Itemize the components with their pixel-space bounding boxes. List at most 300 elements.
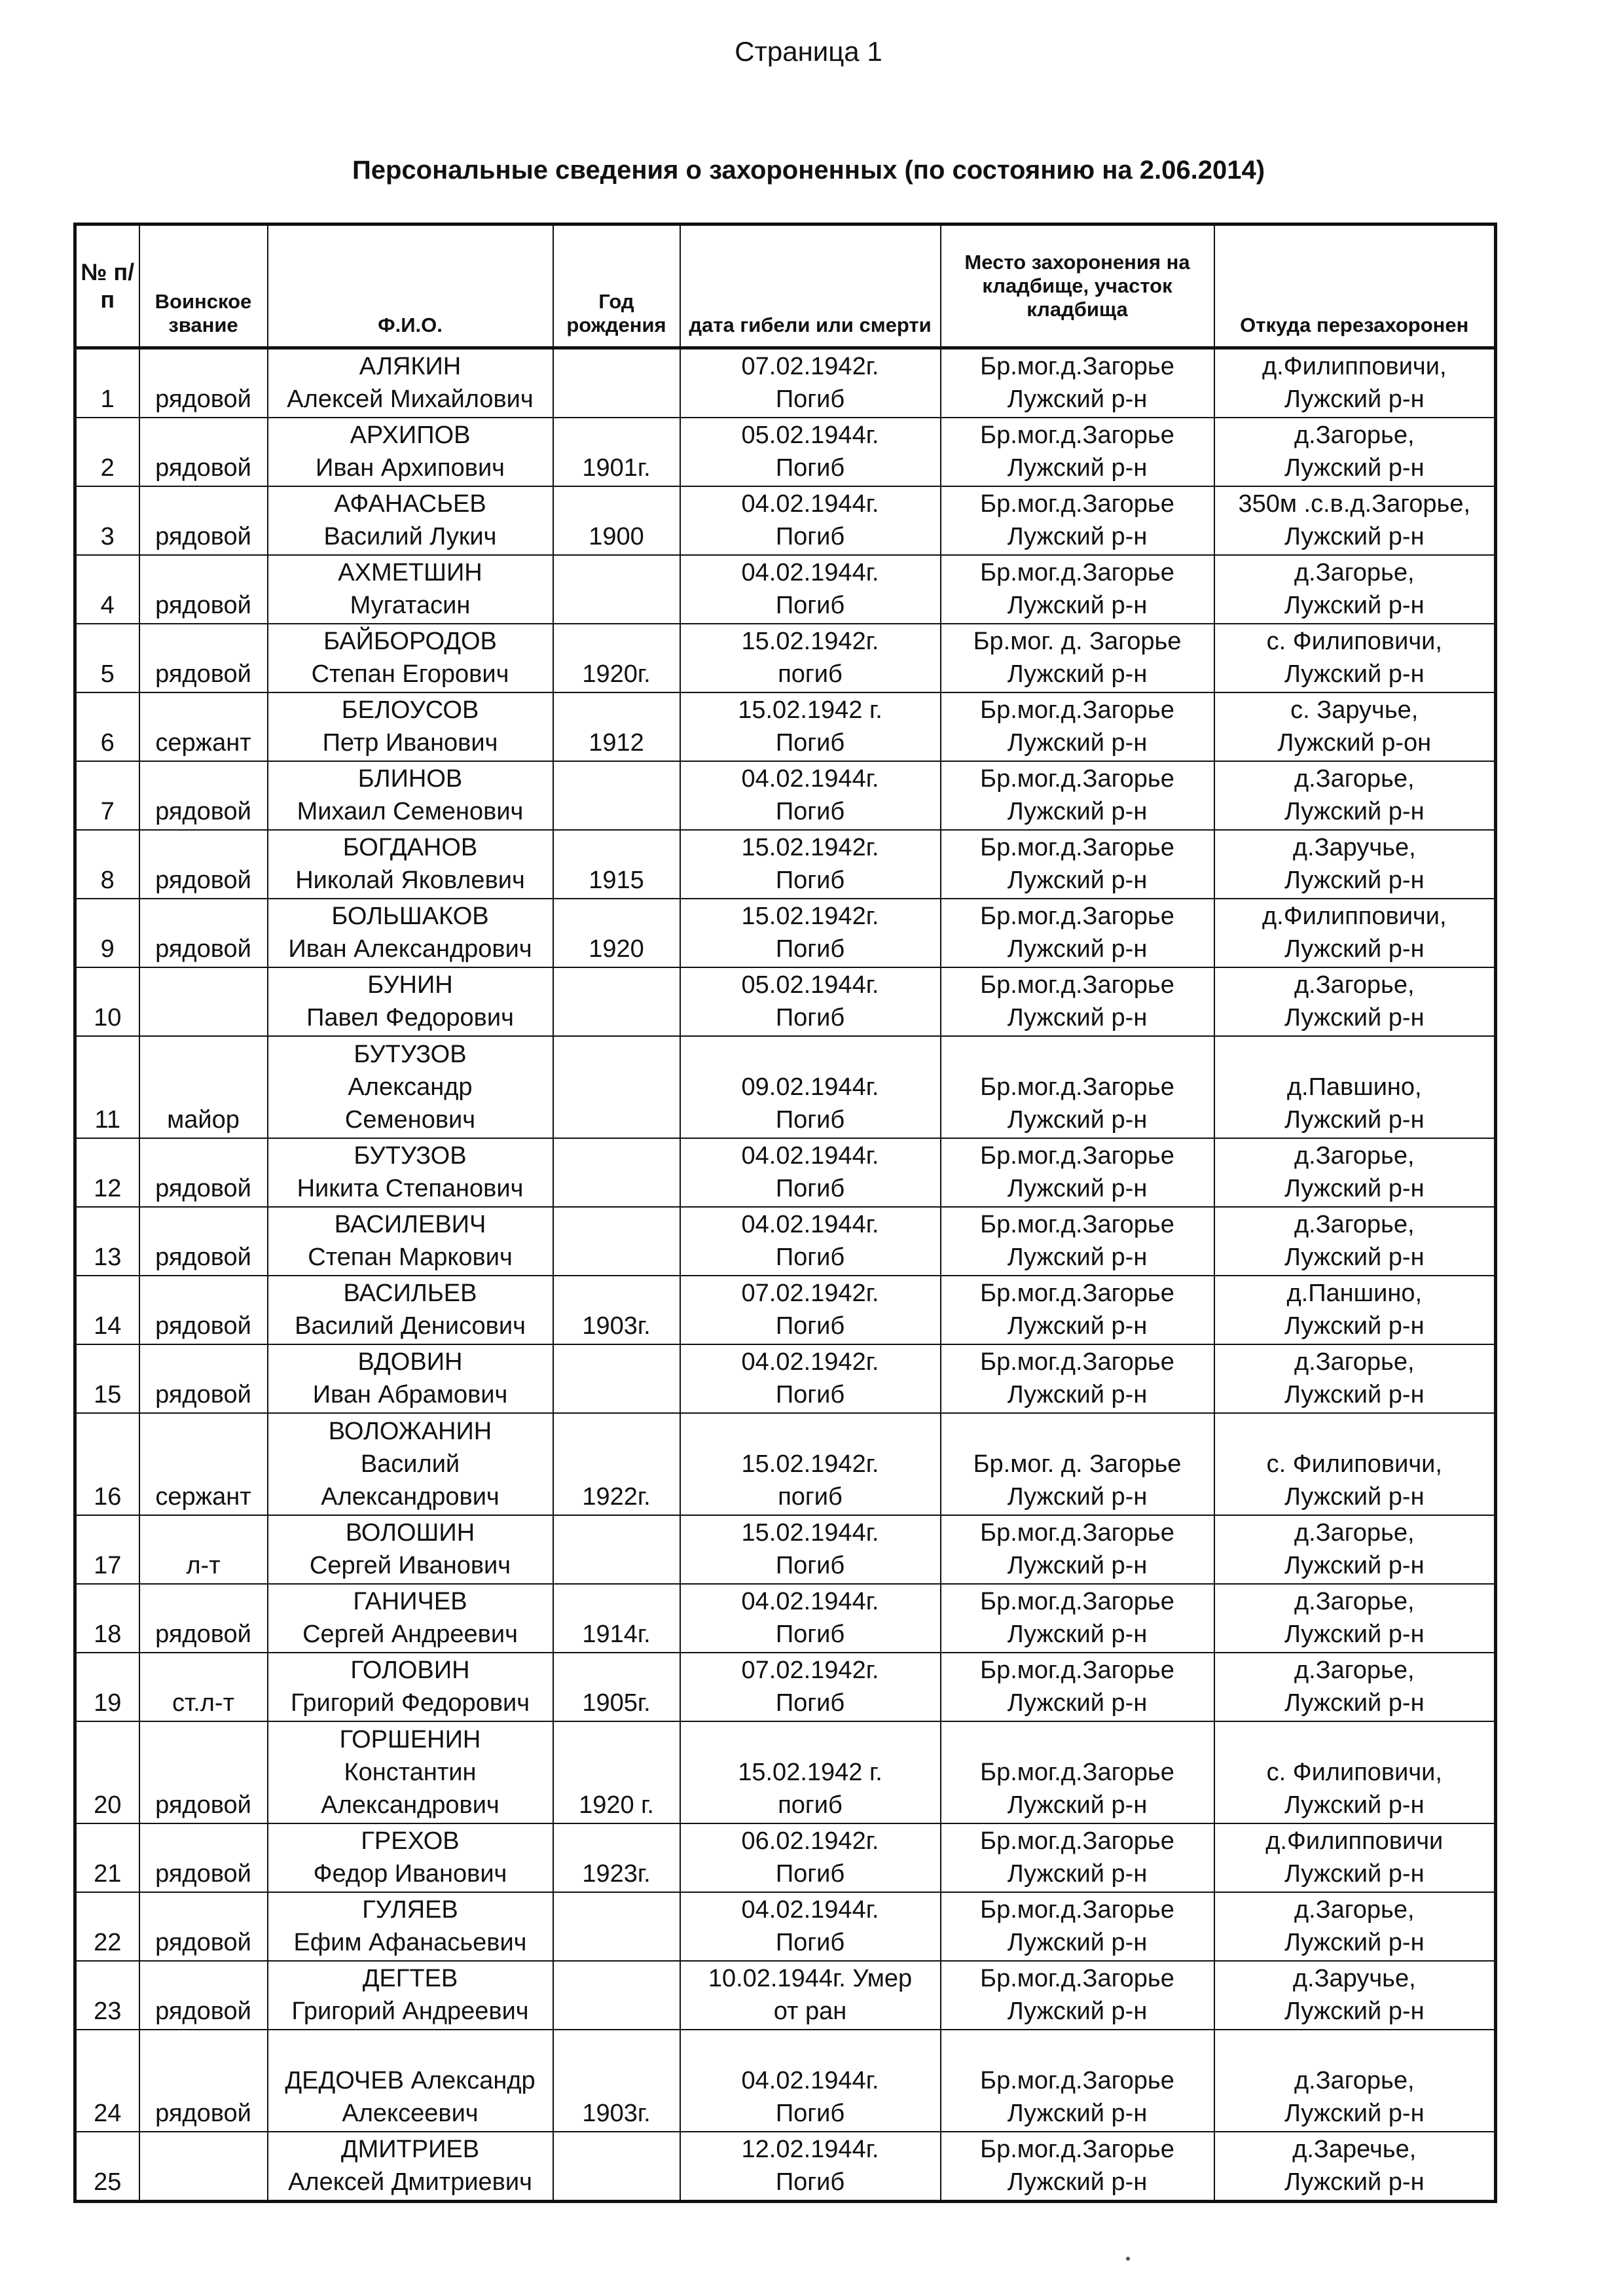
- cell-name-line: БУТУЗОВ: [354, 1142, 467, 1170]
- cell-death-date-line: 12.02.1944г.: [741, 2136, 879, 2163]
- cell-rank: рядовой: [139, 624, 268, 692]
- cell-origin-line: д.Загорье,: [1294, 2067, 1415, 2094]
- cell-origin: [1214, 2030, 1496, 2132]
- cell-death-date: [680, 1653, 941, 1721]
- cell-burial-place-line: Лужский р-н: [1007, 1312, 1148, 1340]
- cell-death-date-line: Погиб: [775, 1244, 845, 1271]
- cell-origin-line: д.Загорье,: [1294, 1657, 1415, 1684]
- cell-burial-place: [941, 1892, 1214, 1961]
- cell-rank: рядовой: [139, 1823, 268, 1892]
- cell-burial-place: [941, 348, 1214, 418]
- cell-death-date-line: 04.02.1944г.: [741, 1896, 879, 1924]
- cell-rank: ст.л-т: [139, 1653, 268, 1721]
- cell-name-line: ВАСИЛЕВИЧ: [334, 1211, 486, 1238]
- cell-burial-place-line: Бр.мог.д.Загорье: [980, 1759, 1174, 1786]
- cell-death-date-line: погиб: [778, 1791, 843, 1819]
- header-row: [75, 224, 1496, 348]
- table-row: [75, 1138, 1496, 1207]
- cell-origin: [1214, 1207, 1496, 1276]
- cell-rank: рядовой: [139, 486, 268, 555]
- cell-num: 12: [75, 1138, 139, 1207]
- cell-num: 13: [75, 1207, 139, 1276]
- cell-death-date-line: Погиб: [775, 2100, 845, 2127]
- cell-origin: [1214, 1653, 1496, 1721]
- cell-rank: сержант: [139, 692, 268, 761]
- cell-death-date-line: Погиб: [775, 1621, 845, 1648]
- cell-burial-place-line: Бр.мог.д.Загорье: [980, 2067, 1174, 2094]
- cell-name-line: ДЕГТЕВ: [362, 1965, 458, 1992]
- cell-origin-line: д.Загорье,: [1294, 559, 1415, 586]
- cell-death-date: [680, 1823, 941, 1892]
- cell-burial-place-line: Лужский р-н: [1007, 523, 1148, 550]
- cell-burial-place-line: Лужский р-н: [1007, 1244, 1148, 1271]
- cell-origin: [1214, 1276, 1496, 1344]
- cell-name: [268, 1892, 553, 1961]
- cell-origin-line: Лужский р-н: [1284, 1791, 1425, 1819]
- cell-death-date-line: Погиб: [775, 592, 845, 619]
- header-rank: Воинское звание: [139, 224, 268, 348]
- cell-death-date-line: Погиб: [775, 1106, 845, 1134]
- cell-burial-place: [941, 418, 1214, 486]
- cell-death-date: [680, 2030, 941, 2132]
- cell-origin-line: Лужский р-н: [1284, 2168, 1425, 2196]
- cell-origin-line: Лужский р-н: [1284, 386, 1425, 413]
- cell-name-line: Никита Степанович: [297, 1175, 524, 1202]
- cell-rank: рядовой: [139, 1138, 268, 1207]
- cell-burial-place-line: Бр.мог.д.Загорье: [980, 1073, 1174, 1101]
- cell-origin-line: с. Филиповичи,: [1266, 1450, 1442, 1478]
- table-row: [75, 1961, 1496, 2030]
- cell-death-date: [680, 486, 941, 555]
- cell-origin-line: д.Загорье,: [1294, 1142, 1415, 1170]
- cell-name-line: Александрович: [321, 1483, 500, 1511]
- cell-num: 24: [75, 2030, 139, 2132]
- cell-name-line: Григорий Андреевич: [291, 1998, 529, 2025]
- cell-birth-year: [553, 1892, 680, 1961]
- cell-birth-year: 1920: [553, 899, 680, 967]
- cell-name-line: БЛИНОВ: [357, 765, 463, 793]
- cell-burial-place-line: Лужский р-н: [1007, 729, 1148, 757]
- cell-death-date-line: Погиб: [775, 729, 845, 757]
- cell-birth-year: 1923г.: [553, 1823, 680, 1892]
- cell-origin-line: д.Заручье,: [1292, 834, 1416, 861]
- cell-rank: сержант: [139, 1413, 268, 1515]
- cell-burial-place-line: Лужский р-н: [1007, 798, 1148, 825]
- cell-origin-line: Лужский р-н: [1284, 867, 1425, 894]
- cell-death-date-line: Погиб: [775, 798, 845, 825]
- cell-burial-place-line: Бр.мог.д.Загорье: [980, 559, 1174, 586]
- cell-origin-line: Лужский р-н: [1284, 1552, 1425, 1579]
- cell-death-date-line: Погиб: [775, 386, 845, 413]
- cell-num: 14: [75, 1276, 139, 1344]
- cell-burial-place-line: Лужский р-н: [1007, 454, 1148, 482]
- cell-name: [268, 830, 553, 899]
- cell-origin-line: д.Загорье,: [1294, 422, 1415, 449]
- cell-origin-line: д.Загорье,: [1294, 765, 1415, 793]
- cell-name-line: Иван Абрамович: [312, 1381, 508, 1408]
- cell-origin: [1214, 830, 1496, 899]
- cell-name-line: Иван Александрович: [288, 935, 532, 963]
- cell-name: [268, 1653, 553, 1721]
- cell-name-line: Иван Архипович: [316, 454, 505, 482]
- cell-origin-line: Лужский р-н: [1284, 1381, 1425, 1408]
- cell-origin: [1214, 761, 1496, 830]
- cell-burial-place-line: Лужский р-н: [1007, 1106, 1148, 1134]
- cell-death-date: [680, 1276, 941, 1344]
- cell-name: [268, 1721, 553, 1823]
- cell-birth-year: 1903г.: [553, 2030, 680, 2132]
- cell-burial-place: [941, 830, 1214, 899]
- cell-name-line: ГОРШЕНИН: [339, 1726, 481, 1753]
- cell-rank: рядовой: [139, 830, 268, 899]
- cell-name-line: Мугатасин: [350, 592, 471, 619]
- cell-death-date: [680, 1207, 941, 1276]
- cell-origin: [1214, 624, 1496, 692]
- cell-origin: [1214, 2132, 1496, 2202]
- cell-name: [268, 1515, 553, 1584]
- cell-num: 5: [75, 624, 139, 692]
- cell-death-date-line: Погиб: [775, 1381, 845, 1408]
- cell-origin-line: Лужский р-н: [1284, 1621, 1425, 1648]
- cell-death-date-line: 04.02.1944г.: [741, 1588, 879, 1615]
- header-birth-year: Год рождения: [553, 224, 680, 348]
- cell-origin-line: д.Заручье,: [1292, 1965, 1416, 1992]
- cell-num: 17: [75, 1515, 139, 1584]
- cell-burial-place-line: Бр.мог. д. Загорье: [973, 1450, 1182, 1478]
- cell-rank: л-т: [139, 1515, 268, 1584]
- cell-name: [268, 1961, 553, 2030]
- cell-origin-line: Лужский р-н: [1284, 1998, 1425, 2025]
- table-row: [75, 692, 1496, 761]
- cell-origin-line: Лужский р-н: [1284, 935, 1425, 963]
- cell-name-line: БУНИН: [367, 971, 453, 999]
- cell-burial-place-line: Лужский р-н: [1007, 935, 1148, 963]
- cell-name-line: Петр Иванович: [322, 729, 498, 757]
- cell-num: 8: [75, 830, 139, 899]
- cell-rank: рядовой: [139, 1584, 268, 1653]
- cell-name-line: ГРЕХОВ: [361, 1827, 460, 1855]
- cell-birth-year: 1903г.: [553, 1276, 680, 1344]
- cell-burial-place: [941, 1413, 1214, 1515]
- cell-death-date-line: 15.02.1942г.: [741, 628, 879, 655]
- cell-birth-year: [553, 1344, 680, 1413]
- cell-origin-line: Лужский р-н: [1284, 1929, 1425, 1956]
- cell-birth-year: 1901г.: [553, 418, 680, 486]
- cell-death-date: [680, 1721, 941, 1823]
- cell-death-date-line: от ран: [773, 1998, 847, 2025]
- cell-name-line: БЕЛОУСОВ: [341, 696, 479, 724]
- cell-name-line: Павел Федорович: [306, 1004, 514, 1031]
- cell-burial-place: [941, 899, 1214, 967]
- cell-death-date-line: Погиб: [775, 1004, 845, 1031]
- table-row: [75, 967, 1496, 1036]
- cell-death-date: [680, 761, 941, 830]
- cell-death-date-line: погиб: [778, 1483, 843, 1511]
- cell-burial-place: [941, 1584, 1214, 1653]
- table-row: [75, 1653, 1496, 1721]
- scan-speck: [1126, 2257, 1130, 2261]
- cell-burial-place-line: Бр.мог.д.Загорье: [980, 422, 1174, 449]
- table-row: [75, 2030, 1496, 2132]
- table-row: [75, 486, 1496, 555]
- cell-name-line: Николай Яковлевич: [295, 867, 525, 894]
- table-row: [75, 761, 1496, 830]
- cell-birth-year: [553, 1138, 680, 1207]
- table-row: [75, 1584, 1496, 1653]
- cell-name-line: БУТУЗОВ: [354, 1041, 467, 1068]
- cell-rank: рядовой: [139, 761, 268, 830]
- cell-num: 16: [75, 1413, 139, 1515]
- cell-rank: рядовой: [139, 2030, 268, 2132]
- cell-death-date-line: 04.02.1944г.: [741, 490, 879, 518]
- cell-birth-year: 1900: [553, 486, 680, 555]
- cell-name: [268, 555, 553, 624]
- cell-burial-place-line: Лужский р-н: [1007, 1860, 1148, 1888]
- cell-burial-place: [941, 761, 1214, 830]
- cell-rank: рядовой: [139, 348, 268, 418]
- cell-birth-year: 1920 г.: [553, 1721, 680, 1823]
- cell-burial-place: [941, 486, 1214, 555]
- cell-death-date-line: 15.02.1942г.: [741, 834, 879, 861]
- cell-birth-year: [553, 1207, 680, 1276]
- cell-burial-place-line: Бр.мог.д.Загорье: [980, 490, 1174, 518]
- cell-death-date: [680, 1961, 941, 2030]
- table-row: [75, 1413, 1496, 1515]
- cell-rank: рядовой: [139, 1276, 268, 1344]
- cell-origin: [1214, 1892, 1496, 1961]
- cell-birth-year: 1912: [553, 692, 680, 761]
- cell-death-date: [680, 555, 941, 624]
- cell-origin-line: Лужский р-он: [1277, 729, 1432, 757]
- cell-num: 1: [75, 348, 139, 418]
- cell-death-date-line: Погиб: [775, 523, 845, 550]
- cell-origin-line: Лужский р-н: [1284, 660, 1425, 688]
- cell-name-line: БОГДАНОВ: [342, 834, 478, 861]
- cell-name-line: ВОЛОШИН: [345, 1519, 475, 1547]
- cell-death-date-line: Погиб: [775, 2168, 845, 2196]
- header-burial-place: Место захоронения на кладбище, участок кладбища: [941, 224, 1214, 348]
- cell-name-line: Алексеевич: [342, 2100, 479, 2127]
- cell-death-date-line: 15.02.1942 г.: [738, 1759, 882, 1786]
- cell-name-line: БОЛЬШАКОВ: [331, 903, 489, 930]
- cell-death-date-line: 04.02.1942г.: [741, 1348, 879, 1376]
- cell-rank: рядовой: [139, 899, 268, 967]
- cell-burial-place-line: Бр.мог.д.Загорье: [980, 765, 1174, 793]
- cell-birth-year: [553, 2132, 680, 2202]
- cell-birth-year: 1915: [553, 830, 680, 899]
- cell-name: [268, 899, 553, 967]
- cell-origin: [1214, 1138, 1496, 1207]
- table-row: [75, 1207, 1496, 1276]
- cell-origin-line: Лужский р-н: [1284, 1689, 1425, 1717]
- cell-burial-place: [941, 692, 1214, 761]
- cell-death-date-line: 05.02.1944г.: [741, 971, 879, 999]
- cell-death-date-line: 04.02.1944г.: [741, 1211, 879, 1238]
- cell-birth-year: 1905г.: [553, 1653, 680, 1721]
- cell-birth-year: [553, 967, 680, 1036]
- cell-death-date-line: Погиб: [775, 1929, 845, 1956]
- cell-name: [268, 348, 553, 418]
- cell-num: 21: [75, 1823, 139, 1892]
- cell-name: [268, 1276, 553, 1344]
- table-row: [75, 899, 1496, 967]
- cell-burial-place-line: Бр.мог.д.Загорье: [980, 1965, 1174, 1992]
- cell-origin: [1214, 348, 1496, 418]
- cell-name-line: Алексей Михайлович: [287, 386, 534, 413]
- cell-birth-year: [553, 761, 680, 830]
- cell-origin: [1214, 1515, 1496, 1584]
- cell-name: [268, 2030, 553, 2132]
- cell-name: [268, 1036, 553, 1138]
- cell-burial-place-line: Бр.мог.д.Загорье: [980, 1896, 1174, 1924]
- cell-death-date-line: 09.02.1944г.: [741, 1073, 879, 1101]
- cell-death-date: [680, 692, 941, 761]
- cell-name: [268, 2132, 553, 2202]
- cell-rank: рядовой: [139, 555, 268, 624]
- cell-origin-line: д.Заречье,: [1292, 2136, 1417, 2163]
- cell-name: [268, 1207, 553, 1276]
- cell-name: [268, 967, 553, 1036]
- cell-death-date-line: 15.02.1942г.: [741, 903, 879, 930]
- cell-rank: [139, 2132, 268, 2202]
- cell-burial-place: [941, 1344, 1214, 1413]
- cell-name-line: ГУЛЯЕВ: [362, 1896, 458, 1924]
- cell-burial-place: [941, 555, 1214, 624]
- cell-origin: [1214, 1823, 1496, 1892]
- cell-name-line: Семенович: [344, 1106, 476, 1134]
- cell-burial-place-line: Бр.мог.д.Загорье: [980, 1142, 1174, 1170]
- header-num: № п/п: [75, 224, 139, 348]
- cell-death-date: [680, 1515, 941, 1584]
- cell-burial-place-line: Бр.мог.д.Загорье: [980, 2136, 1174, 2163]
- cell-name-line: Константин: [344, 1759, 477, 1786]
- cell-origin: [1214, 1344, 1496, 1413]
- cell-burial-place-line: Лужский р-н: [1007, 1621, 1148, 1648]
- cell-origin: [1214, 692, 1496, 761]
- cell-burial-place-line: Бр.мог.д.Загорье: [980, 1519, 1174, 1547]
- cell-origin-line: с. Филиповичи,: [1266, 628, 1442, 655]
- table-row: [75, 624, 1496, 692]
- cell-origin: [1214, 555, 1496, 624]
- cell-origin-line: д.Загорье,: [1294, 1588, 1415, 1615]
- cell-burial-place: [941, 1721, 1214, 1823]
- table-row: [75, 1721, 1496, 1823]
- table-row: [75, 1036, 1496, 1138]
- cell-origin-line: Лужский р-н: [1284, 1106, 1425, 1134]
- cell-name-line: Федор Иванович: [313, 1860, 507, 1888]
- cell-origin-line: д.Паншино,: [1286, 1280, 1423, 1307]
- cell-origin-line: д.Загорье,: [1294, 1211, 1415, 1238]
- cell-death-date-line: 15.02.1942 г.: [738, 696, 882, 724]
- cell-name-line: ВОЛОЖАНИН: [328, 1418, 492, 1445]
- cell-name: [268, 1138, 553, 1207]
- cell-burial-place-line: Бр.мог.д.Загорье: [980, 834, 1174, 861]
- cell-origin-line: Лужский р-н: [1284, 592, 1425, 619]
- cell-burial-place: [941, 1823, 1214, 1892]
- cell-death-date: [680, 967, 941, 1036]
- cell-death-date: [680, 1892, 941, 1961]
- cell-burial-place: [941, 1515, 1214, 1584]
- cell-origin: [1214, 418, 1496, 486]
- cell-burial-place-line: Лужский р-н: [1007, 1791, 1148, 1819]
- cell-death-date: [680, 2132, 941, 2202]
- cell-name-line: ДЕДОЧЕВ Александр: [285, 2067, 536, 2094]
- cell-num: 6: [75, 692, 139, 761]
- cell-name: [268, 761, 553, 830]
- cell-burial-place-line: Бр.мог.д.Загорье: [980, 903, 1174, 930]
- cell-birth-year: 1914г.: [553, 1584, 680, 1653]
- cell-death-date-line: Погиб: [775, 1552, 845, 1579]
- cell-origin-line: Лужский р-н: [1284, 1860, 1425, 1888]
- cell-rank: рядовой: [139, 1961, 268, 2030]
- cell-burial-place: [941, 1961, 1214, 2030]
- table-row: [75, 2132, 1496, 2202]
- cell-origin-line: д.Загорье,: [1294, 971, 1415, 999]
- cell-rank: майор: [139, 1036, 268, 1138]
- cell-name-line: БАЙБОРОДОВ: [323, 628, 497, 655]
- cell-death-date-line: Погиб: [775, 867, 845, 894]
- cell-num: 9: [75, 899, 139, 967]
- cell-num: 4: [75, 555, 139, 624]
- cell-burial-place-line: Бр.мог.д.Загорье: [980, 971, 1174, 999]
- cell-burial-place-line: Бр.мог.д.Загорье: [980, 1280, 1174, 1307]
- cell-name-line: Александрович: [321, 1791, 500, 1819]
- cell-burial-place-line: Лужский р-н: [1007, 660, 1148, 688]
- cell-birth-year: [553, 1961, 680, 2030]
- cell-num: 18: [75, 1584, 139, 1653]
- cell-name-line: Василий Лукич: [323, 523, 497, 550]
- cell-origin-line: Лужский р-н: [1284, 454, 1425, 482]
- cell-origin-line: Лужский р-н: [1284, 1483, 1425, 1511]
- cell-origin-line: с. Заручье,: [1290, 696, 1419, 724]
- cell-death-date-line: 04.02.1944г.: [741, 1142, 879, 1170]
- cell-origin-line: 350м .с.в.д.Загорье,: [1238, 490, 1471, 518]
- cell-name-line: Василий: [360, 1450, 460, 1478]
- cell-birth-year: [553, 348, 680, 418]
- cell-rank: рядовой: [139, 418, 268, 486]
- cell-name-line: ВДОВИН: [357, 1348, 463, 1376]
- cell-death-date-line: 04.02.1944г.: [741, 2067, 879, 2094]
- cell-origin: [1214, 967, 1496, 1036]
- cell-death-date: [680, 1138, 941, 1207]
- cell-burial-place-line: Лужский р-н: [1007, 592, 1148, 619]
- cell-burial-place-line: Бр.мог.д.Загорье: [980, 353, 1174, 380]
- cell-name: [268, 486, 553, 555]
- cell-death-date-line: Погиб: [775, 1312, 845, 1340]
- cell-name-line: Степан Егорович: [311, 660, 509, 688]
- cell-death-date: [680, 348, 941, 418]
- cell-death-date-line: 04.02.1944г.: [741, 765, 879, 793]
- cell-burial-place-line: Лужский р-н: [1007, 386, 1148, 413]
- cell-num: 3: [75, 486, 139, 555]
- cell-origin-line: д.Филипповичи,: [1262, 903, 1447, 930]
- cell-birth-year: [553, 555, 680, 624]
- cell-origin-line: Лужский р-н: [1284, 523, 1425, 550]
- cell-name: [268, 1584, 553, 1653]
- cell-num: 25: [75, 2132, 139, 2202]
- cell-num: 10: [75, 967, 139, 1036]
- cell-death-date-line: 07.02.1942г.: [741, 1280, 879, 1307]
- cell-name: [268, 624, 553, 692]
- cell-origin-line: д.Филипповичи: [1265, 1827, 1444, 1855]
- header-origin: Откуда перезахоронен: [1214, 224, 1496, 348]
- cell-name-line: АРХИПОВ: [350, 422, 471, 449]
- cell-origin-line: д.Павшино,: [1286, 1073, 1422, 1101]
- cell-burial-place: [941, 1207, 1214, 1276]
- header-death-date: дата гибели или смерти: [680, 224, 941, 348]
- cell-birth-year: 1920г.: [553, 624, 680, 692]
- cell-rank: рядовой: [139, 1207, 268, 1276]
